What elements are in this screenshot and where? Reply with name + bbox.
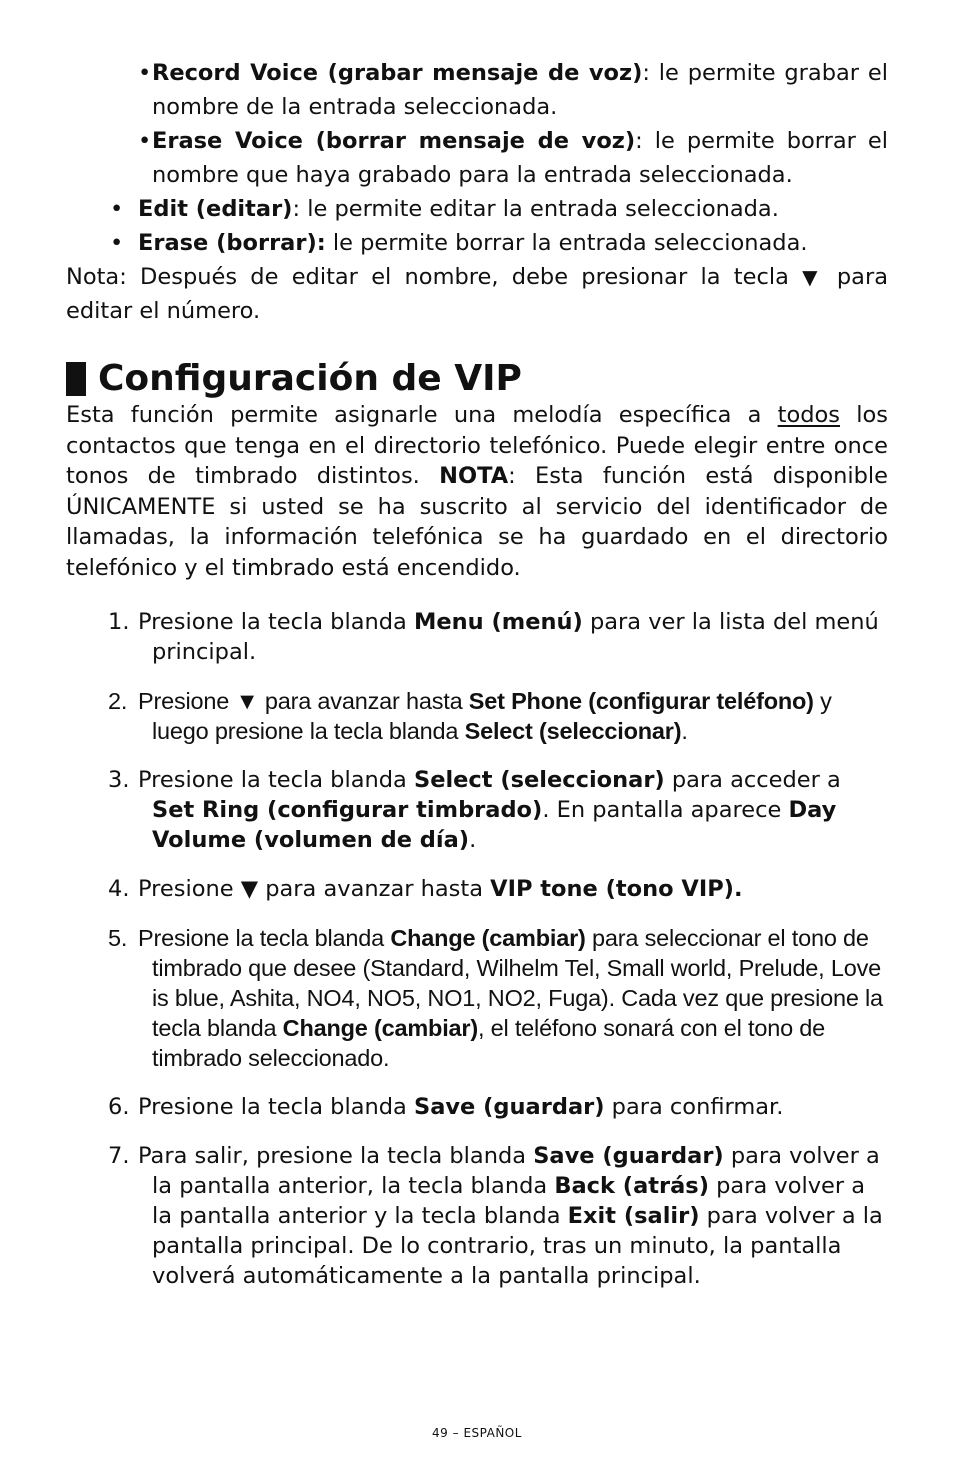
step-number: 4. xyxy=(108,876,130,902)
step-key-label: Exit (salir) xyxy=(567,1203,700,1229)
intro-paragraph xyxy=(66,400,888,583)
step-text: Para salir, presione la tecla blanda xyxy=(138,1143,534,1169)
step-text: Presione la tecla blanda xyxy=(138,925,391,951)
step-text: Presione la tecla blanda xyxy=(138,1094,414,1120)
step-key-label: Change (cambiar) xyxy=(390,925,586,951)
page-content xyxy=(66,56,888,1310)
step-number: 7. xyxy=(108,1143,130,1169)
intro-text: Esta función permite asignarle una melodía específica a xyxy=(66,402,778,428)
step-number: 2. xyxy=(108,688,128,714)
step-number: 3. xyxy=(108,767,130,793)
step-text: . En pantalla aparece xyxy=(542,797,789,823)
list-item xyxy=(66,124,888,192)
step-number: 6. xyxy=(108,1094,130,1120)
step-text: Presione ▼ para avanzar hasta xyxy=(138,876,491,902)
step-text: para acceder a xyxy=(664,767,841,793)
step-text: Presione la tecla blanda xyxy=(138,767,414,793)
note-text-before: Nota: Después de editar el nombre, debe presionar la tecla xyxy=(66,264,803,290)
step-item xyxy=(66,607,888,667)
step-text: y luego presione la tecla blanda xyxy=(152,688,832,744)
step-key-label: Set Ring (configurar timbrado) xyxy=(152,797,543,823)
sub-bullet-list xyxy=(66,56,888,192)
step-text: para volver a la pantalla anterior, la tecla blanda xyxy=(152,1143,880,1199)
list-item xyxy=(66,226,888,260)
section-title-text: Configuración de VIP xyxy=(98,358,522,399)
step-key-label: Change (cambiar) xyxy=(282,1015,478,1041)
step-key-label: Select (seleccionar) xyxy=(464,718,682,744)
heading-bar-icon xyxy=(66,362,86,396)
page-footer: 49 – ESPAÑOL xyxy=(432,1426,522,1440)
step-key-label: VIP tone (tono VIP). xyxy=(490,876,743,902)
steps-list xyxy=(66,607,888,1291)
item-desc: : le permite grabar el nombre de la entrada seleccionada. xyxy=(152,60,888,120)
item-term: Record Voice (grabar mensaje de voz) xyxy=(152,60,643,86)
step-item xyxy=(66,1141,888,1291)
main-bullet-list xyxy=(66,192,888,260)
intro-text: los contactos que tenga en el directorio telefónico. Puede elegir entre once tonos de timbrado distintos. xyxy=(66,402,888,489)
note-paragraph xyxy=(66,260,888,328)
item-term: Erase (borrar): xyxy=(138,230,326,256)
step-text: para confirmar. xyxy=(604,1094,784,1120)
step-key-label: Back (atrás) xyxy=(554,1173,709,1199)
step-item xyxy=(66,923,888,1073)
bullet-icon: • xyxy=(138,60,152,86)
down-arrow-icon: ▼ xyxy=(802,265,824,289)
step-text: , el teléfono sonará con el tono de timbrado seleccionado. xyxy=(152,1015,826,1071)
step-number: 5. xyxy=(108,925,128,951)
bullet-icon: • xyxy=(110,230,124,256)
intro-note-label: NOTA xyxy=(439,463,509,489)
list-item xyxy=(66,56,888,124)
step-text: . xyxy=(469,827,477,853)
step-text: para seleccionar el tono de timbrado que desee (Standard, Wilhelm Tel, Small world, Prelude, Love is blue, Ashita, NO4, NO5, NO1, NO2, Fuga). Cada vez que presione la tecla blanda xyxy=(152,925,883,1041)
item-term: Erase Voice (borrar mensaje de voz) xyxy=(152,128,636,154)
step-item xyxy=(66,874,888,904)
step-text: Presione la tecla blanda xyxy=(138,609,414,635)
item-term: Edit (editar) xyxy=(138,196,293,222)
step-item xyxy=(66,1092,888,1122)
step-text: Presione ▼ para avanzar hasta xyxy=(138,688,469,714)
step-text: para volver a la pantalla principal. De lo contrario, tras un minuto, la pantalla volverá automáticamente a la pantalla principal. xyxy=(152,1203,883,1289)
step-item xyxy=(66,686,888,746)
note-text-after: para editar el número. xyxy=(66,264,888,324)
item-desc: le permite borrar la entrada seleccionada. xyxy=(325,230,808,256)
list-item xyxy=(66,192,888,226)
step-text: para volver a la pantalla anterior y la tecla blanda xyxy=(152,1173,866,1229)
step-key-label: Day Volume (volumen de día) xyxy=(152,797,837,853)
bullet-icon: • xyxy=(110,196,124,222)
step-key-label: Select (seleccionar) xyxy=(414,767,665,793)
intro-underlined-word: todos xyxy=(777,402,840,428)
item-desc: : le permite borrar el nombre que haya grabado para la entrada seleccionada. xyxy=(152,128,888,188)
step-number: 1. xyxy=(108,609,130,635)
step-key-label: Menu (menú) xyxy=(414,609,583,635)
section-heading xyxy=(66,358,888,400)
step-text: para ver la lista del menú principal. xyxy=(152,609,879,665)
item-desc: : le permite editar la entrada seleccionada. xyxy=(292,196,779,222)
intro-text: : Esta función está disponible ÚNICAMENTE si usted se ha suscrito al servicio del identificador de llamadas, la información telefónica se ha guardado en el directorio telefónico y el timbrado está encendido. xyxy=(66,463,888,581)
step-text: . xyxy=(681,718,688,744)
step-key-label: Set Phone (configurar teléfono) xyxy=(468,688,814,714)
step-key-label: Save (guardar) xyxy=(414,1094,605,1120)
bullet-icon: • xyxy=(138,128,152,154)
step-item xyxy=(66,765,888,855)
step-key-label: Save (guardar) xyxy=(533,1143,724,1169)
